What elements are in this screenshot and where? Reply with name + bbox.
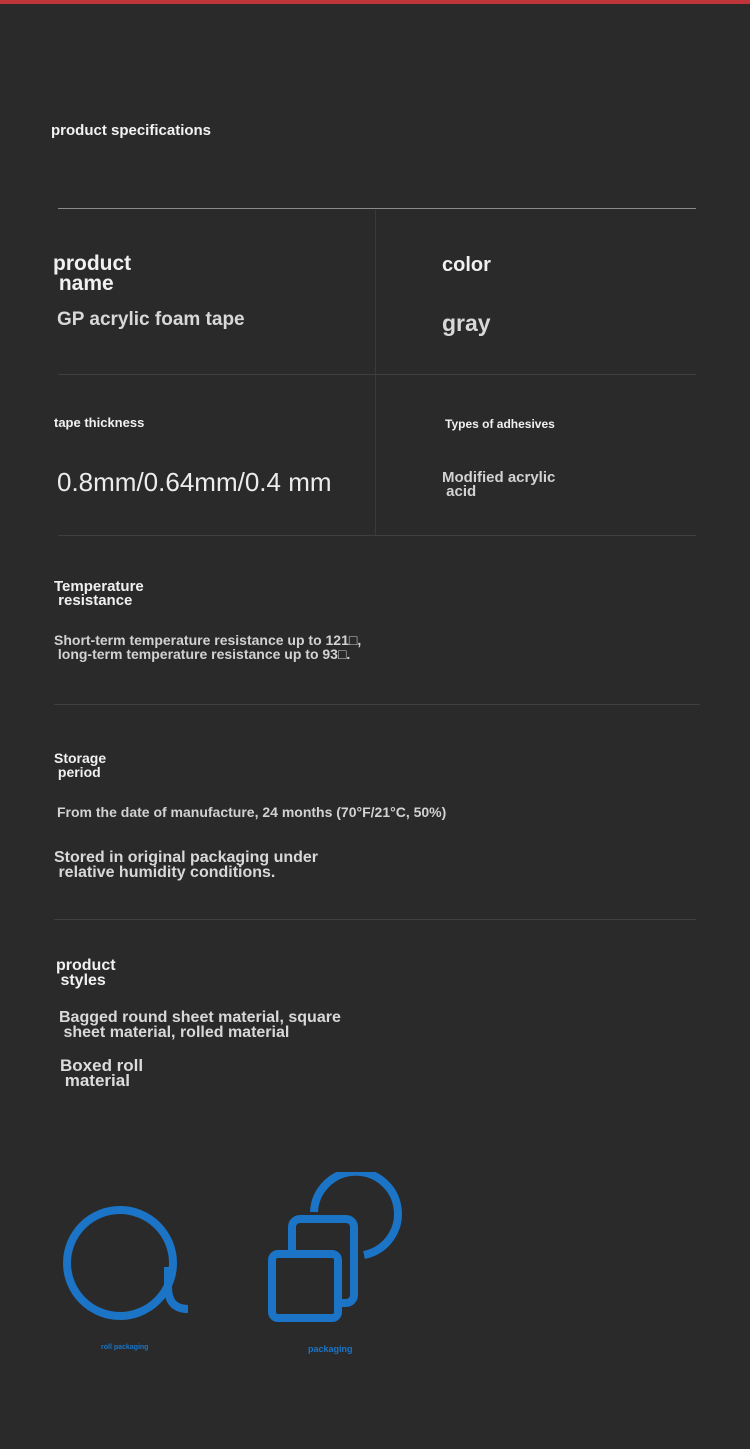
styles-label: product styles <box>56 957 116 989</box>
color-label: color <box>442 254 491 276</box>
row-divider <box>58 374 696 375</box>
temperature-value: Short-term temperature resistance up to 121□, long-term temperature resistance up to 93□. <box>54 632 362 662</box>
row-divider <box>54 919 696 920</box>
temperature-label: Temperature resistance <box>54 578 144 609</box>
page-title: product specifications <box>51 122 212 139</box>
color-value: gray <box>442 310 491 336</box>
product-name-value: GP acrylic foam tape <box>57 309 245 330</box>
storage-label: Storage period <box>54 750 107 780</box>
table-top-divider <box>58 208 696 209</box>
storage-duration: From the date of manufacture, 24 months (70°F/21°C, 50%) <box>57 804 447 820</box>
packaging-caption: packaging <box>308 1344 353 1354</box>
storage-conditions: Stored in original packaging under relative humidity conditions. <box>54 849 319 881</box>
roll-tape-icon <box>60 1205 200 1325</box>
product-name-label: product name <box>53 252 132 295</box>
roll-packaging-caption: roll packaging <box>101 1344 149 1351</box>
sheet-packaging-icon <box>262 1172 402 1327</box>
styles-value-sheets: Bagged round sheet material, square sheet material, rolled material <box>59 1009 341 1041</box>
thickness-value: 0.8mm/0.64mm/0.4 mm <box>57 467 332 497</box>
adhesive-label: Types of adhesives <box>445 417 555 431</box>
column-divider <box>375 210 376 536</box>
top-accent-bar <box>0 0 750 4</box>
adhesive-value: Modified acrylic acid <box>442 469 556 500</box>
row-divider <box>54 704 700 705</box>
styles-value-boxed: Boxed roll material <box>60 1056 144 1090</box>
thickness-label: tape thickness <box>54 415 145 430</box>
row-divider <box>58 535 696 536</box>
